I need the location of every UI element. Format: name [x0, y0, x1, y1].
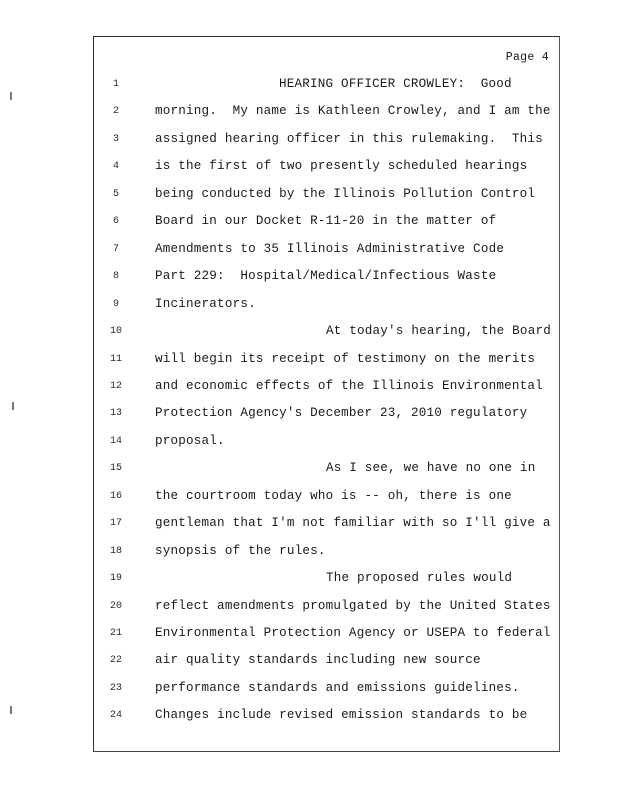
transcript-line: will begin its receipt of testimony on the merits: [155, 351, 536, 366]
transcript-line: morning. My name is Kathleen Crowley, and I am the: [155, 104, 551, 119]
scan-mark: [12, 402, 14, 410]
transcript-line: performance standards and emissions guidelines.: [155, 680, 520, 695]
line-number: 7: [112, 243, 119, 255]
transcript-line: The proposed rules would: [326, 571, 513, 586]
transcript-line: HEARING OFFICER CROWLEY: Good: [279, 77, 512, 91]
transcript-line: air quality standards including new source: [155, 653, 481, 668]
line-number: 20: [109, 600, 122, 612]
line-number: 13: [109, 408, 122, 420]
transcript-line: Amendments to 35 Illinois Administrative Code: [155, 241, 505, 256]
transcript-line: As I see, we have no one in: [326, 461, 536, 476]
line-number: 22: [109, 655, 122, 667]
page-number: Page 4: [505, 51, 549, 64]
transcript-line: At today's hearing, the Board: [326, 324, 551, 339]
line-number: 21: [109, 628, 122, 639]
line-number: 19: [109, 573, 122, 585]
line-number: 16: [109, 490, 122, 502]
transcript-line: Board in our Docket R-11-20 in the matter of: [155, 214, 497, 229]
line-number: 14: [109, 435, 122, 447]
scan-mark: [10, 706, 12, 714]
line-number: 6: [112, 216, 119, 228]
scan-mark: [10, 92, 12, 100]
transcript-line: synopsis of the rules.: [155, 543, 326, 558]
line-number: 4: [112, 161, 119, 173]
line-number: 24: [109, 710, 122, 722]
transcript-line: proposal.: [155, 433, 225, 448]
line-number: 17: [109, 518, 122, 530]
line-number: 8: [112, 271, 119, 283]
transcript-line: Incinerators.: [155, 296, 256, 311]
line-number: 10: [109, 326, 122, 338]
transcript-line: assigned hearing officer in this rulemaking. This: [155, 131, 543, 146]
line-number: 12: [109, 380, 122, 392]
transcript-line: reflect amendments promulgated by the United States: [155, 598, 551, 613]
transcript-line: the courtroom today who is -- oh, there is one: [155, 488, 512, 503]
transcript-line: and economic effects of the Illinois Environmental: [155, 378, 543, 393]
line-number: 9: [112, 298, 119, 310]
transcript-line: Protection Agency's December 23, 2010 regulatory: [155, 406, 528, 421]
line-number: 18: [109, 545, 122, 557]
transcript-line: Changes include revised emission standards to be: [155, 708, 528, 723]
line-number: 23: [109, 682, 122, 694]
line-number: 5: [112, 188, 119, 200]
transcript-line: is the first of two presently scheduled hearings: [155, 159, 528, 174]
transcript-page: [93, 36, 560, 752]
line-number: 2: [112, 106, 119, 118]
transcript-line: being conducted by the Illinois Pollution Control: [155, 186, 536, 201]
line-number: 15: [109, 463, 122, 475]
transcript-line: gentleman that I'm not familiar with so I'll give a: [155, 516, 551, 531]
line-number: 3: [112, 133, 119, 145]
line-number: 11: [109, 353, 122, 365]
transcript-line: Environmental Protection Agency or USEPA to federal: [155, 626, 551, 640]
line-number: 1: [112, 79, 119, 90]
transcript-line: Part 229: Hospital/Medical/Infectious Waste: [155, 269, 497, 284]
